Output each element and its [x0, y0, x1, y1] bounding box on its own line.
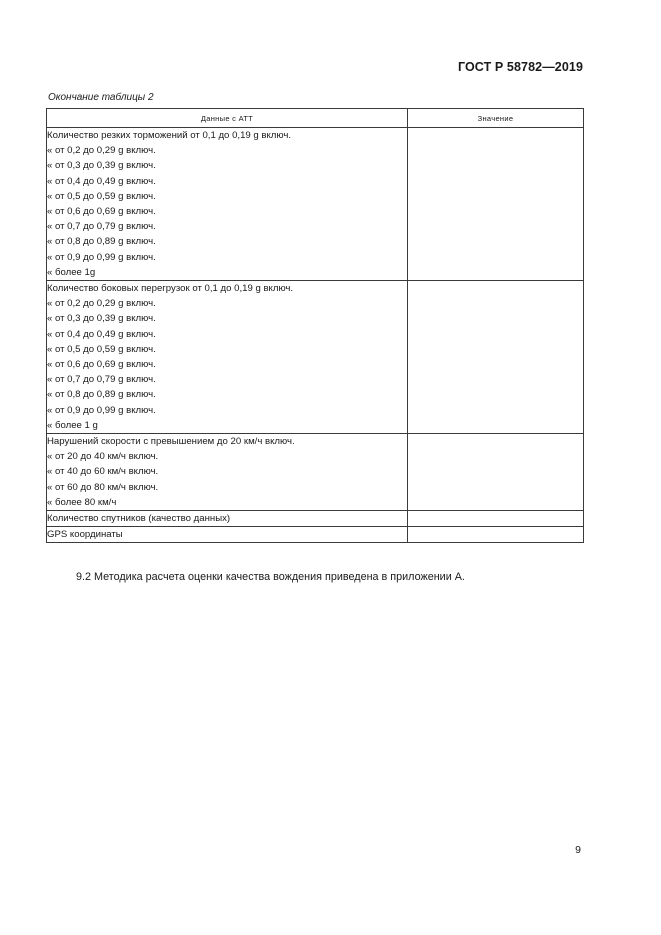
- table-line: « от 0,3 до 0,39 g включ.: [47, 313, 156, 325]
- body-paragraph: 9.2 Методика расчета оценки качества вождения приведена в приложении А.: [76, 571, 465, 583]
- table-line: « от 0,4 до 0,49 g включ.: [47, 328, 156, 340]
- table-line: « от 0,4 до 0,49 g включ.: [47, 175, 156, 187]
- value-cell: [408, 128, 584, 281]
- column-header-value: Значение: [408, 109, 584, 128]
- table-line: « от 0,9 до 0,99 g включ.: [47, 404, 156, 416]
- table-row-hard-braking: [47, 128, 584, 281]
- table-line: Количество резких торможений от 0,1 до 0,19 g включ.: [47, 130, 292, 141]
- table-line: Нарушений скорости с превышением до 20 км/ч включ.: [47, 436, 295, 448]
- table-row-speeding: [47, 434, 584, 511]
- single-row-cell: Количество спутников (качество данных): [47, 511, 408, 527]
- table-header-row: [47, 109, 584, 128]
- group-cell: [47, 434, 408, 511]
- table-line: « от 20 до 40 км/ч включ.: [47, 451, 159, 463]
- table-line: « более 80 км/ч: [47, 496, 117, 508]
- column-header-data: Данные с АТТ: [47, 109, 408, 128]
- table-row-satellites: [47, 511, 584, 527]
- group-cell: [47, 128, 408, 281]
- table-line: Количество боковых перегрузок от 0,1 до 0,19 g включ.: [47, 283, 294, 295]
- value-cell: [408, 511, 584, 527]
- table-line: « от 0,5 до 0,59 g включ.: [47, 190, 156, 202]
- table-line: « от 0,2 до 0,29 g включ.: [47, 145, 156, 157]
- table-line: « от 40 до 60 км/ч включ.: [47, 466, 159, 478]
- table-row-lateral-overload: [47, 281, 584, 434]
- table-line: « более 1g: [47, 266, 96, 278]
- table-row-gps: [47, 527, 584, 543]
- table-line: « более 1 g: [47, 419, 98, 431]
- table-line: « от 0,8 до 0,89 g включ.: [47, 236, 156, 248]
- table-line: « от 0,3 до 0,39 g включ.: [47, 160, 156, 172]
- table-line: « от 0,7 до 0,79 g включ.: [47, 374, 156, 386]
- group-cell: [47, 281, 408, 434]
- value-cell: [408, 281, 584, 434]
- document-code: ГОСТ Р 58782—2019: [457, 60, 583, 74]
- table-line: « от 0,7 до 0,79 g включ.: [47, 221, 156, 233]
- value-cell: [408, 527, 584, 543]
- table-line: « от 0,9 до 0,99 g включ.: [47, 251, 156, 263]
- table-line: « от 0,8 до 0,89 g включ.: [47, 389, 156, 401]
- table-line: « от 0,6 до 0,69 g включ.: [47, 359, 156, 371]
- value-cell: [408, 434, 584, 511]
- table-line: « от 0,5 до 0,59 g включ.: [47, 343, 156, 355]
- table-line: « от 60 до 80 км/ч включ.: [47, 481, 159, 493]
- single-row-cell: GPS координаты: [47, 527, 408, 543]
- table-caption: Окончание таблицы 2: [48, 92, 154, 103]
- page-number: 9: [575, 844, 581, 856]
- table-line: « от 0,2 до 0,29 g включ.: [47, 298, 156, 310]
- data-table: [46, 108, 584, 543]
- table-line: « от 0,6 до 0,69 g включ.: [47, 206, 156, 218]
